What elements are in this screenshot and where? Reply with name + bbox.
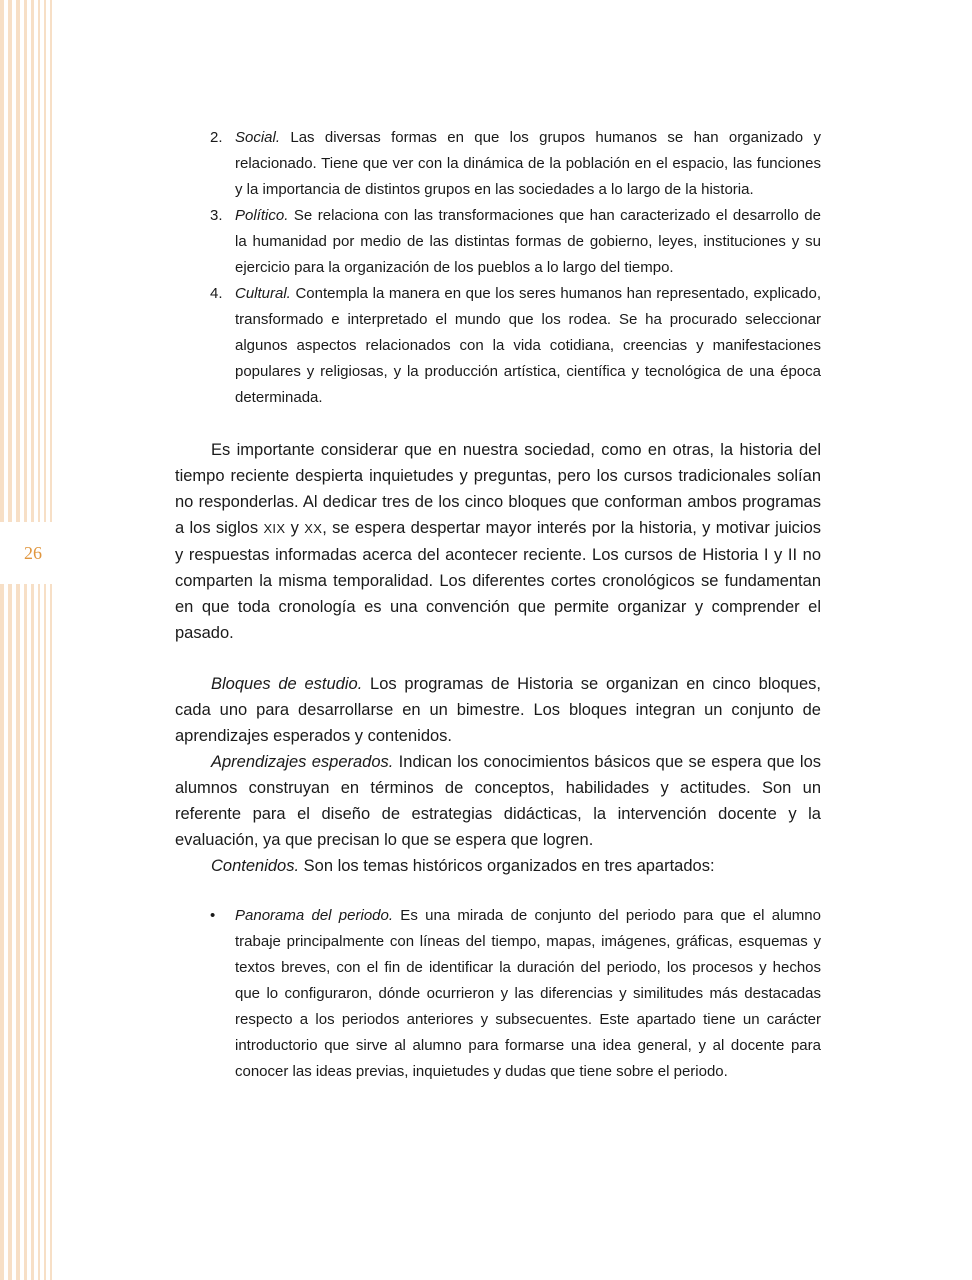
century-numeral: XX <box>304 521 323 536</box>
list-item-title: Político. <box>235 207 289 224</box>
list-item-title: Cultural. <box>235 285 291 302</box>
list-marker: 3. <box>210 207 223 224</box>
paragraph-text: Es importante considerar que en nuestra sociedad, como en otras, la historia del tiempo reciente despierta inquietudes y preguntas, pero los cursos tradicionales solían no responderlas. Al dedicar tres de los cinco bloques que conforman ambos programas a los siglos <box>175 441 821 537</box>
list-item-title: Social. <box>235 129 281 146</box>
definition-bloques <box>175 671 821 749</box>
paragraph-text: y <box>285 519 305 537</box>
definition-text: Son los temas históricos organizados en tres apartados: <box>299 857 715 875</box>
list-item-social <box>210 125 821 203</box>
bullet-marker: • <box>210 907 216 924</box>
definition-contenidos <box>175 853 821 879</box>
century-numeral: XIX <box>263 521 286 536</box>
bullet-list <box>210 903 821 1085</box>
list-marker: 4. <box>210 285 223 302</box>
definition-term: Contenidos. <box>211 857 300 875</box>
definition-aprendizajes <box>175 749 821 853</box>
list-item-text: Contempla la manera en que los seres humanos han representado, explicado, transformado e interpretado el mundo que los rodea. Se ha procurado seleccionar algunos aspectos relacionados con la vida cotidiana, creencias y manifestaciones populares y religiosas, y la producción artística, científica y tecnológica de una época determinada. <box>235 285 821 406</box>
list-marker: 2. <box>210 129 223 146</box>
list-item-text: Se relaciona con las transformaciones que han caracterizado el desarrollo de la humanidad por medio de las distintas formas de gobierno, leyes, instituciones y su ejercicio para la organización de los pueblos a lo largo del tiempo. <box>235 207 821 276</box>
definitions-section <box>175 671 821 879</box>
list-item-title: Panorama del periodo. <box>235 907 394 924</box>
list-item-text: Es una mirada de conjunto del periodo para que el alumno trabaje principalmente con líneas del tiempo, mapas, imágenes, gráficas, esquemas y textos breves, con el fin de identificar la duración del periodo, los procesos y hechos que lo configuraron, dónde ocurrieron y las diferencias y similitudes más destacadas respecto a los periodos anteriores y subsecuentes. Este apartado tiene un carácter introductorio que sirve al alumno para formarse una idea general, y al docente para conocer las ideas previas, inquietudes y dudas que tiene sobre el periodo. <box>235 907 821 1080</box>
paragraph-text: , se espera despertar mayor interés por la historia, y motivar juicios y respuestas informadas acerca del acontecer reciente. Los cursos de Historia I y II no comparten la misma temporalidad. Los diferentes cortes cronológicos se fundamentan en que toda cronología es una convención que permite organizar y comprender el pasado. <box>175 519 822 642</box>
page-number: 26 <box>24 543 42 563</box>
list-item-cultural <box>210 281 821 411</box>
decorative-margin-stripes <box>0 0 60 1280</box>
definition-term: Aprendizajes esperados. <box>211 753 394 771</box>
list-item-politico <box>210 203 821 281</box>
numbered-list <box>210 125 821 411</box>
definition-text: Indican los conocimientos básicos que se espera que los alumnos construyan en términos de conceptos, habilidades y actitudes. Son un referente para el diseño de estrategias didácticas, la intervención docente y la evaluación, ya que precisan lo que se espera que logren. <box>175 753 821 849</box>
definition-term: Bloques de estudio. <box>211 675 363 693</box>
list-item-panorama <box>210 903 821 1085</box>
body-paragraph-history <box>175 437 821 646</box>
definition-text: Los programas de Historia se organizan en cinco bloques, cada uno para desarrollarse en un bimestre. Los bloques integran un conjunto de aprendizajes esperados y contenidos. <box>175 675 821 745</box>
list-item-text: Las diversas formas en que los grupos humanos se han organizado y relacionado. Tiene que ver con la dinámica de la población en el espacio, las funciones y la importancia de distintos grupos en las sociedades a lo largo de la historia. <box>235 129 821 198</box>
